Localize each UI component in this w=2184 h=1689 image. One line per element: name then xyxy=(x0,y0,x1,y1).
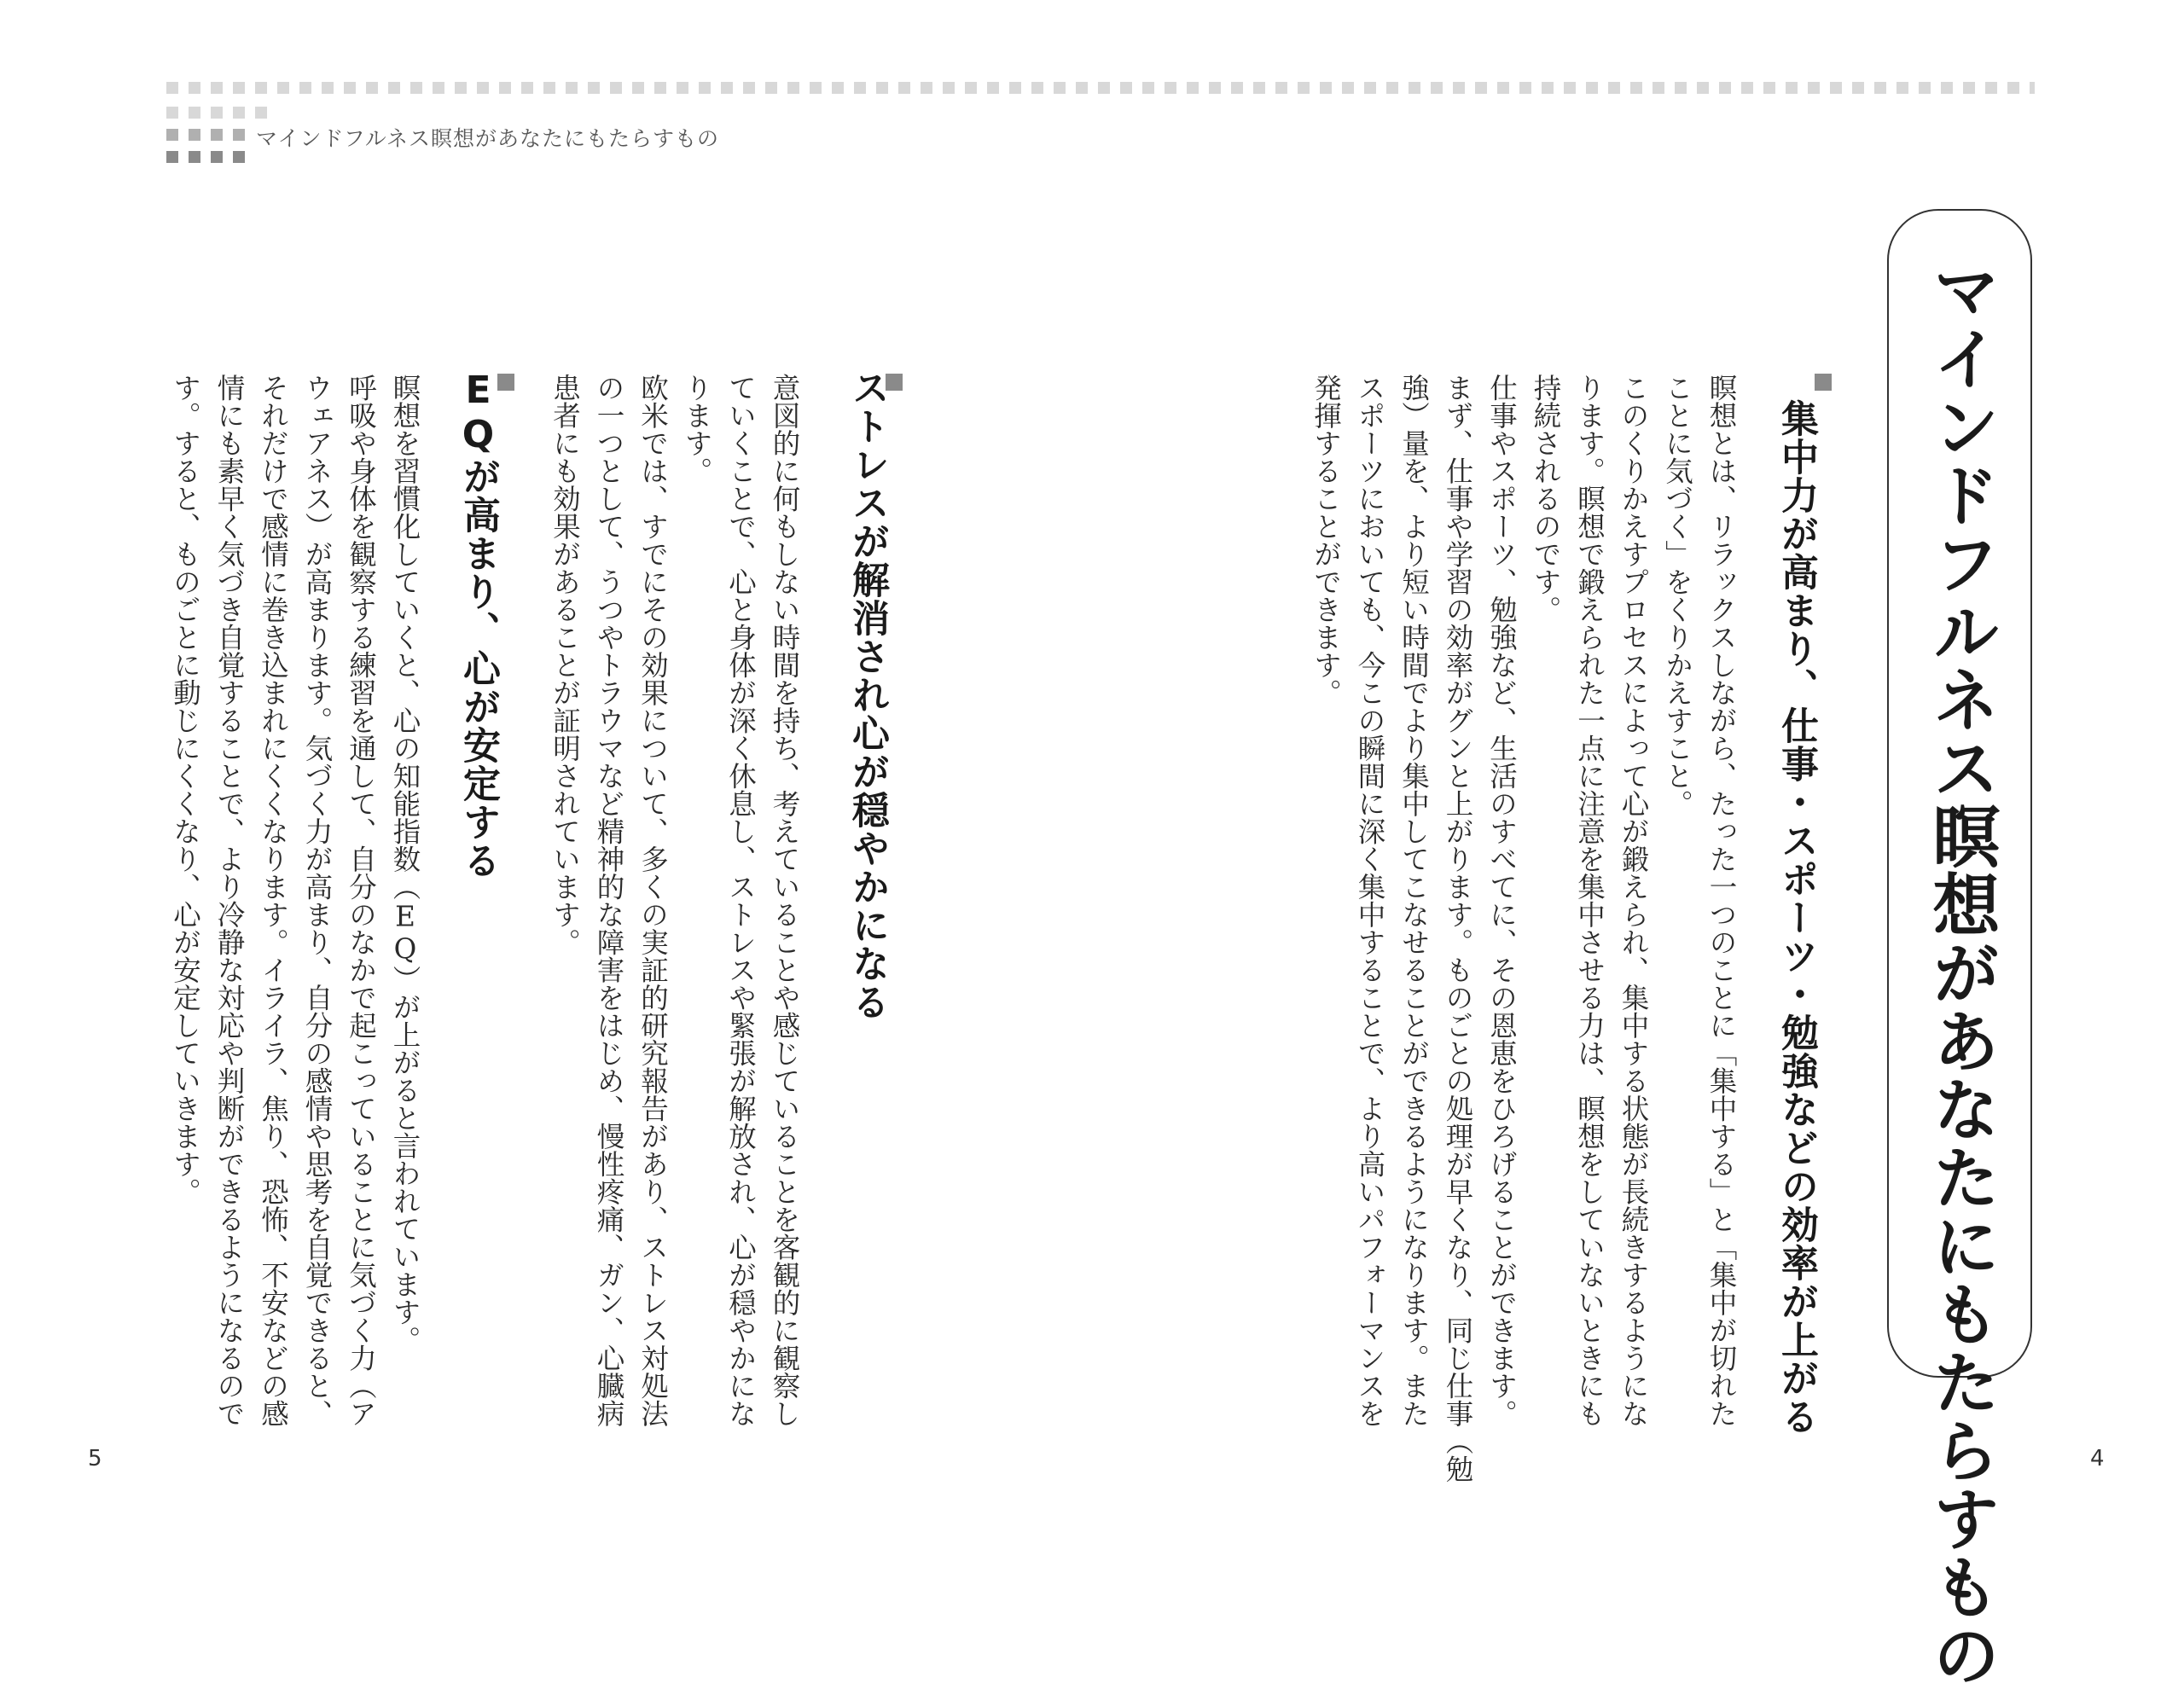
page-number-right: 4 xyxy=(2090,1446,2105,1471)
body-line: 持続されるのです。 xyxy=(1530,374,1562,624)
body-line: ことに気づく」をくりかえすこと。 xyxy=(1661,374,1694,817)
section-heading-eq: EQが高まり、心が安定する xyxy=(456,369,500,879)
page-number-left: 5 xyxy=(88,1446,102,1471)
body-line: 情にも素早く気づき自覚することで、より冷静な対応や判断ができるようになるので xyxy=(213,374,246,1427)
section-body-focus xyxy=(1299,374,1743,1483)
running-title: マインドフルネス瞑想があなたにもたらすもの xyxy=(256,126,720,151)
header-dot-rule xyxy=(166,82,2035,94)
body-line: す。すると、ものごとに動じにくくなり、心が安定していきます。 xyxy=(169,374,202,1205)
body-line: 瞑想とは、リラックスしながら、たった一つのことに「集中する」と「集中が切れた xyxy=(1705,374,1738,1427)
body-line: の一つとして、うつやトラウマなど精神的な障害をはじめ、慢性疼痛、ガン、心臓病 xyxy=(593,374,625,1427)
body-line: ウェアネス）が高まります。気づく力が高まり、自分の感情や思考を自覚できると、 xyxy=(301,374,334,1427)
section-body-stress xyxy=(533,374,806,1427)
body-line: それだけで感情に巻き込まれにくくなります。イライラ、焦り、恐怖、不安などの感 xyxy=(257,374,290,1427)
section-heading-stress: ストレスが解消され心が穏やかになる xyxy=(845,369,889,1021)
body-line: 意図的に何もしない時間を持ち、考えていることや感じていることを客観的に観察し xyxy=(769,374,801,1427)
body-line: まず、仕事や学習の効率がグンと上がります。ものごとの処理が早くなり、同じ仕事（勉 xyxy=(1442,374,1474,1483)
body-line: ていくことで、心と身体が深く休息し、ストレスや緊張が解放され、心が穏やかにな xyxy=(724,374,758,1427)
body-line: スポーツにおいても、今この瞬間に深く集中することで、より高いパフォーマンスを xyxy=(1354,374,1386,1427)
section-body-eq xyxy=(154,374,427,1427)
section-heading-focus: 集中力が高まり、仕事・スポーツ・勉強などの効率が上がる xyxy=(1774,399,1818,1436)
page-title: マインドフルネス瞑想があなたにもたらすもの xyxy=(1921,256,2000,1689)
body-line: 強）量を、より短い時間でより集中してこなせることができるようになります。また xyxy=(1397,374,1431,1427)
body-line: 欧米では、すでにその効果について、多くの実証的研究報告があり、ストレス対処法 xyxy=(636,374,670,1427)
body-line: このくりかえすプロセスによって心が鍛えられ、集中する状態が長続きするようにな xyxy=(1618,374,1650,1427)
body-line: ります。瞑想で鍛えられた一点に注意を集中させる力は、瞑想をしていないときにも xyxy=(1573,374,1606,1427)
body-line: 呼吸や身体を観察する練習を通して、自分のなかで起こっていることに気づく力（ア xyxy=(345,374,378,1427)
body-line: 患者にも効果があることが証明されています。 xyxy=(549,374,582,956)
heading-square-icon xyxy=(1815,374,1832,391)
body-line: 仕事やスポーツ、勉強など、生活のすべてに、その恩恵をひろげることができます。 xyxy=(1485,374,1519,1427)
body-line: 瞑想を習慣化していくと、心の知能指数（EQ）が上がると言われています。 xyxy=(389,374,421,1354)
header-dot-grid xyxy=(166,107,267,173)
body-line: 発揮することができます。 xyxy=(1310,374,1343,706)
body-line: ります。 xyxy=(681,374,713,485)
